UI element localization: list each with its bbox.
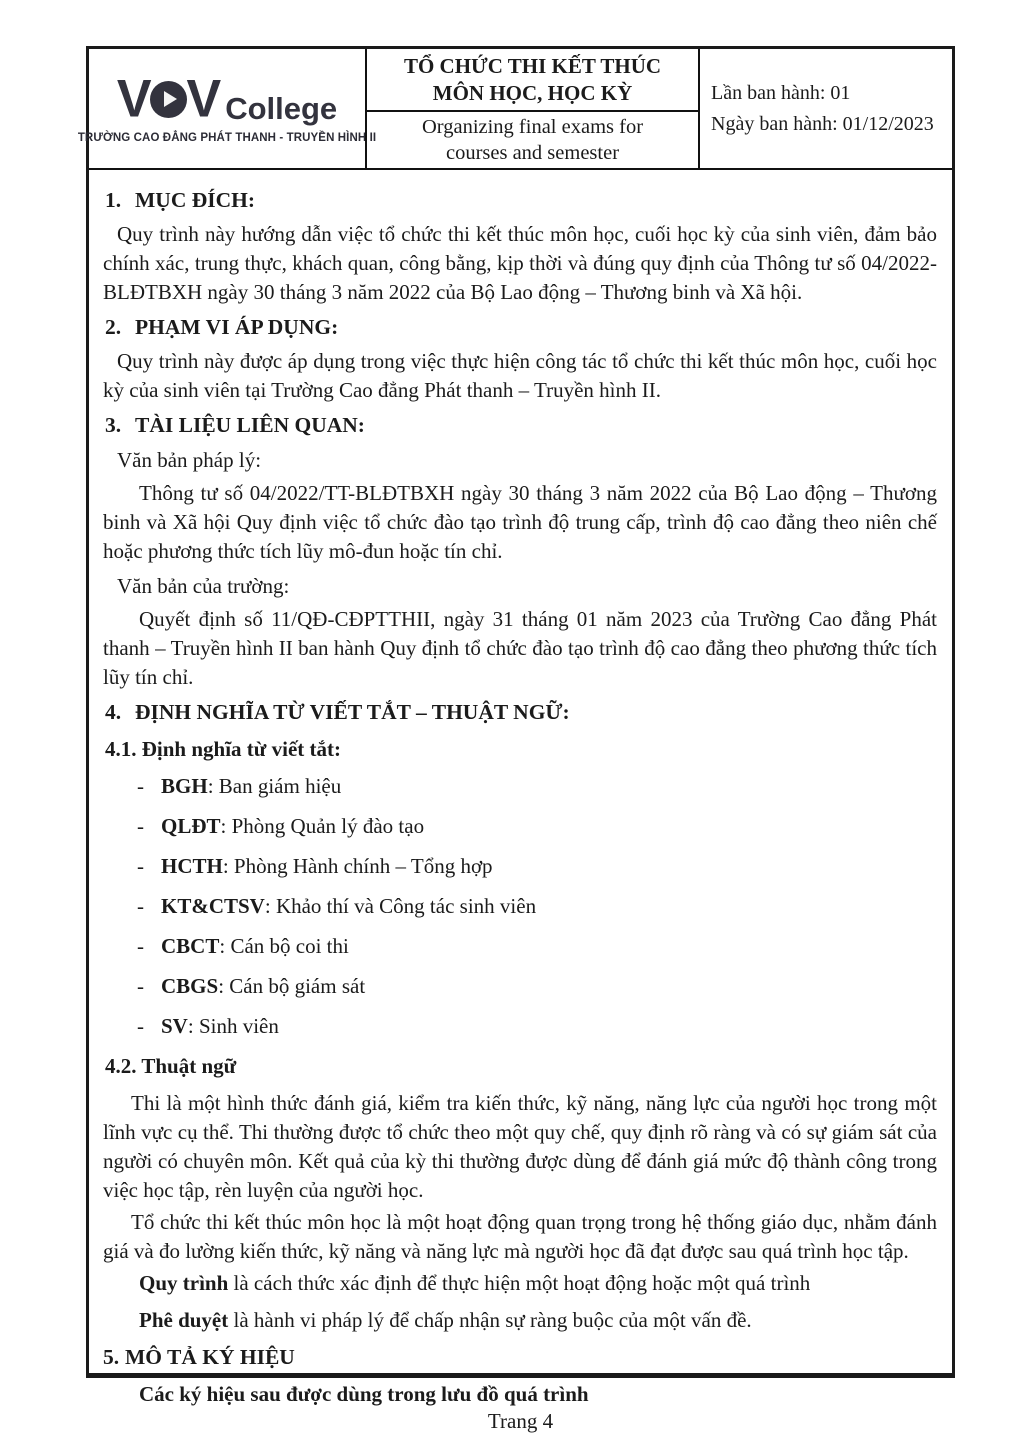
dash-bullet: - — [137, 1014, 144, 1038]
dash-bullet: - — [137, 974, 144, 998]
abbreviation-item-bgh — [137, 772, 937, 801]
abbr-definition: : Khảo thí và Công tác sinh viên — [264, 894, 537, 918]
section-5-heading — [103, 1343, 937, 1372]
term-quy-trinh-rest: là cách thức xác định để thực hiện một hoạt động hoặc một quá trình — [228, 1271, 811, 1295]
term-phe-duyet — [103, 1306, 937, 1335]
abbr-definition: : Ban giám hiệu — [207, 774, 342, 798]
dash-bullet: - — [137, 774, 144, 798]
revision-cell — [700, 49, 952, 168]
section-5-number: 5. — [103, 1345, 120, 1369]
section-3-number: 3. — [105, 413, 122, 437]
abbr-term: BGH — [161, 774, 208, 798]
section-1-paragraph: Quy trình này hướng dẫn việc tổ chức thi kết thúc môn học, cuối học kỳ của sinh viên, đảm bảo chính xác, trung thực, khách quan, công bằng, kịp thời và đúng quy định của Thông tư số 04/2022-BLĐTBXH ngày 30 tháng 3 năm 2022 của Bộ Lao động – Thương binh và Xã hội. — [103, 222, 937, 304]
abbr-term: CBCT — [161, 934, 220, 958]
logo-letter-v2: V — [186, 69, 219, 129]
dash-bullet: - — [137, 894, 144, 918]
section-5-title: MÔ TẢ KÝ HIỆU — [125, 1345, 295, 1369]
document-title-en: Organizing final exams for courses and semester — [421, 116, 644, 164]
play-icon — [150, 81, 187, 118]
abbreviation-item-sv — [137, 1012, 937, 1041]
term-to-chuc-thi-paragraph: Tổ chức thi kết thúc môn học là một hoạt động quan trọng trong hệ thống giáo dục, nhằm đánh giá và đo lường kiến thức, kỹ năng và năng lực mà người học đã đạt được sau quá trình học tập. — [103, 1210, 937, 1263]
title-cell — [365, 49, 700, 168]
abbr-term: KT&CTSV — [161, 894, 265, 918]
abbr-definition: : Cán bộ coi thi — [219, 934, 349, 958]
document-body — [89, 170, 952, 1409]
section-2-title: PHẠM VI ÁP DỤNG: — [135, 315, 339, 339]
document-frame — [77, 46, 955, 1433]
abbr-term: SV — [161, 1014, 188, 1038]
section-4-number: 4. — [105, 700, 122, 724]
dash-bullet: - — [137, 854, 144, 878]
page-number: Trang 4 — [487, 1409, 554, 1433]
logo-letter-v1: V — [116, 69, 149, 129]
document-title-vi — [367, 49, 698, 112]
abbreviation-item-qldt — [137, 812, 937, 841]
section-1-title: MỤC ĐÍCH: — [135, 188, 256, 212]
section-3-heading — [105, 411, 937, 440]
document-header — [77, 49, 952, 170]
section-5-note: Các ký hiệu sau được dùng trong lưu đồ quá trình — [139, 1382, 589, 1406]
abbreviation-item-cbct — [137, 932, 937, 961]
section-2-heading — [105, 313, 937, 342]
logo-college-word: College — [225, 91, 338, 126]
section-4-title: ĐỊNH NGHĨA TỪ VIẾT TẮT – THUẬT NGỮ: — [135, 700, 570, 724]
term-phe-duyet-rest: là hành vi pháp lý để chấp nhận sự ràng buộc của một vấn đề. — [228, 1308, 752, 1332]
abbr-definition: : Phòng Hành chính – Tổng hợp — [222, 854, 493, 878]
issue-date: Ngày ban hành: 01/12/2023 — [711, 112, 934, 135]
abbr-definition: : Phòng Quản lý đào tạo — [220, 814, 425, 838]
abbreviation-item-hcth — [137, 852, 937, 881]
abbr-term: QLĐT — [161, 814, 221, 838]
term-quy-trinh-lead: Quy trình — [139, 1271, 229, 1295]
abbreviation-item-cbgs — [137, 972, 937, 1001]
title-vi-line1: TỔ CHỨC THI KẾT THÚC — [403, 53, 662, 78]
term-quy-trinh — [103, 1269, 937, 1298]
section-3-title: TÀI LIỆU LIÊN QUAN: — [135, 413, 365, 437]
legal-documents-paragraph: Thông tư số 04/2022/TT-BLĐTBXH ngày 30 tháng 3 năm 2022 của Bộ Lao động – Thương binh và Xã hội Quy định việc tổ chức đào tạo trình độ trung cấp, trình độ cao đẳng theo niên chế hoặc phương thức tích lũy mô-đun hoặc tín chỉ. — [103, 481, 937, 563]
title-vi-line2: MÔN HỌC, HỌC KỲ — [432, 80, 633, 105]
abbr-term: CBGS — [161, 974, 219, 998]
dash-bullet: - — [137, 934, 144, 958]
issue-number: Lần ban hành: 01 — [711, 81, 851, 104]
abbr-definition: : Cán bộ giám sát — [218, 974, 366, 998]
school-documents-paragraph: Quyết định số 11/QĐ-CĐPTTHII, ngày 31 tháng 01 năm 2023 của Trường Cao đẳng Phát thanh – Truyền hình II ban hành Quy định tổ chức đào tạo trình độ cao đẳng theo phương thức tích lũy tín chỉ. — [103, 607, 937, 689]
vov-logo — [116, 69, 338, 129]
section-4-1-heading: 4.1. Định nghĩa từ viết tắt: — [105, 737, 342, 761]
school-documents-label: Văn bản của trường: — [117, 574, 290, 598]
legal-documents-label: Văn bản pháp lý: — [117, 448, 262, 472]
section-1-number: 1. — [105, 188, 122, 212]
abbr-term: HCTH — [161, 854, 223, 878]
term-thi-paragraph: Thi là một hình thức đánh giá, kiểm tra kiến thức, kỹ năng, năng lực của người học trong một lĩnh vực cụ thể. Thi thường được tổ chức theo một quy chế, quy định rõ ràng và có sự giám sát của người có chuyên môn. Kết quả của kỳ thi thường được dùng để đánh giá mức độ thành công trong việc học tập, rèn luyện của người học. — [103, 1091, 937, 1202]
dash-bullet: - — [137, 814, 144, 838]
section-2-paragraph: Quy trình này được áp dụng trong việc thực hiện công tác tổ chức thi kết thúc môn học, cuối học kỳ của sinh viên tại Trường Cao đẳng Phát thanh – Truyền hình II. — [103, 349, 937, 402]
section-4-heading — [105, 698, 937, 727]
section-1-heading — [105, 186, 937, 215]
page-footer — [89, 1409, 952, 1449]
section-4-2-heading: 4.2. Thuật ngữ — [105, 1054, 237, 1078]
logo-cell — [77, 49, 377, 168]
abbr-definition: : Sinh viên — [187, 1014, 279, 1038]
school-name: TRƯỜNG CAO ĐẲNG PHÁT THANH - TRUYỀN HÌNH II — [77, 132, 377, 144]
term-phe-duyet-lead: Phê duyệt — [139, 1308, 229, 1332]
abbreviation-item-ktctsv — [137, 892, 937, 921]
section-2-number: 2. — [105, 315, 122, 339]
